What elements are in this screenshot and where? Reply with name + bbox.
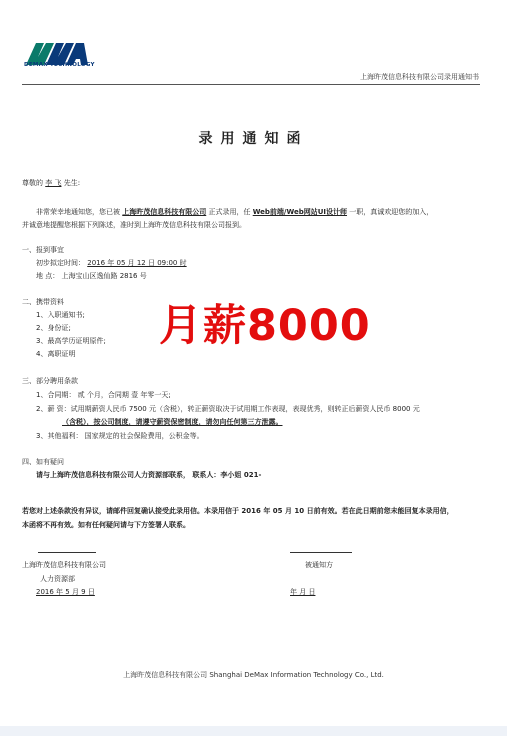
greeting	[22, 178, 80, 188]
contact-info: 请与上海旿茂信息科技有限公司人力资源部联系， 联系人：李小姐 021-	[36, 471, 262, 479]
salary-overlay-text: 月薪8000	[159, 301, 371, 351]
section-1-title: 一、报到事宜	[22, 246, 64, 254]
intro-line-1	[36, 207, 433, 217]
benefits: 3、其他福利： 国家规定的社会保险费用，公积金等。	[36, 432, 204, 440]
intro-position: Web前端/Web网站UI设计师	[252, 208, 348, 216]
recipient-name: 李 飞	[45, 179, 62, 187]
greeting-suffix: 先生:	[63, 179, 81, 187]
notified-party-date: 年 月 日	[290, 588, 316, 596]
intro-company: 上海旿茂信息科技有限公司	[122, 208, 207, 216]
footer-company: 上海旿茂信息科技有限公司 Shanghai DeMax Information Technology Co., Ltd.	[123, 671, 384, 679]
signature-line-left	[38, 552, 96, 553]
report-time-row	[36, 258, 187, 268]
logo-text: DEMAX TECHNOLOGY	[24, 62, 95, 68]
section-2-title: 二、携带资料	[22, 298, 64, 306]
salary-terms-line-2: （含税），按公司制度，请遵守薪资保密制度，请勿向任何第三方泄露。	[62, 418, 283, 426]
signer-department: 人力资源部	[40, 575, 75, 583]
header-divider	[22, 84, 480, 85]
intro-text-a: 非常荣幸地通知您，您已被	[36, 208, 120, 216]
report-time-label: 初步拟定时间：	[36, 259, 85, 267]
greeting-prefix: 尊敬的	[22, 179, 43, 187]
intro-text-b: 正式录用，任	[208, 208, 251, 216]
intro-text-c: 一职，真诚欢迎您的加入，	[349, 208, 434, 216]
signature-line-right	[290, 552, 352, 553]
signer-company: 上海旿茂信息科技有限公司	[22, 561, 106, 569]
document-item: 3、最高学历证明原件;	[36, 337, 106, 345]
document-item: 1、入职通知书;	[36, 311, 85, 319]
header-title: 上海旿茂信息科技有限公司录用通知书	[360, 73, 479, 81]
salary-terms-line-1: 2、薪 资：试用期薪资人民币 7500 元（含税），转正薪资取决于试用期工作表现，表现优秀，则转正后薪资人民币 8000 元	[36, 405, 420, 413]
report-place-row	[36, 271, 147, 281]
closing-line-2: 本函将不再有效。如有任何疑问请与下方签署人联系。	[22, 521, 190, 529]
document-item: 2、身份证;	[36, 324, 71, 332]
notified-party-label: 被通知方	[305, 561, 333, 569]
section-4-title: 四、如有疑问	[22, 458, 64, 466]
signer-date: 2016 年 5 月 9 日	[36, 588, 95, 596]
page-background-band	[0, 726, 507, 736]
report-time-value: 2016 年 05 月 12 日 09:00 时	[87, 259, 187, 267]
closing-line-1: 若您对上述条款没有异议，请邮件回复确认接受此录用信。本录用信于 2016 年 05 月 10 日前有效。若在此日期前您未能回复本录用信，	[22, 507, 454, 515]
document-item: 4、离职证明	[36, 350, 76, 358]
report-place-label: 地 点：	[36, 272, 60, 280]
intro-line-2: 并诚意地提醒您根据下列陈述，准时到上海旿茂信息科技有限公司报到。	[22, 221, 246, 229]
letter-title: 录用通知函	[198, 131, 309, 147]
section-3-title: 三、部分聘用条款	[22, 377, 78, 385]
report-place-value: 上海宝山区逸仙路 2816 号	[61, 272, 147, 280]
contract-term: 1、合同期： 贰 个月，合同期 壹 年零一天;	[36, 391, 171, 399]
